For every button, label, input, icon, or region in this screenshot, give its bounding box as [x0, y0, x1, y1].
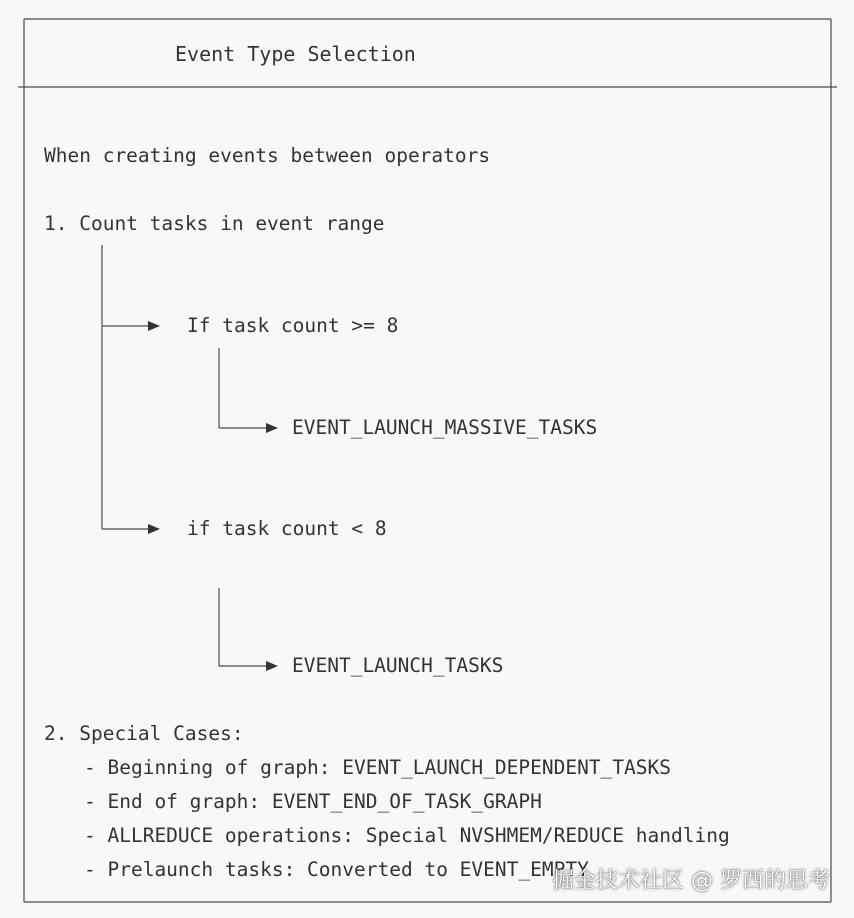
special-case-item: - ALLREDUCE operations: Special NVSHMEM/REDUCE handling	[84, 824, 730, 847]
normal-result-arrowhead	[266, 661, 278, 671]
special-case-item: - Prelaunch tasks: Converted to EVENT_EMPTY	[84, 858, 589, 881]
branch-normal-result: EVENT_LAUNCH_TASKS	[292, 654, 504, 677]
branch-massive-result: EVENT_LAUNCH_MASSIVE_TASKS	[292, 416, 598, 439]
step2-label: 2. Special Cases:	[44, 722, 244, 745]
branch-massive-condition: If task count >= 8	[187, 314, 399, 337]
watermark: 掘金技术社区 @ 罗西的思考	[552, 868, 830, 894]
massive-result-arrowhead	[266, 423, 278, 433]
branch-normal-arrowhead	[148, 524, 160, 534]
branch-normal-condition: if task count < 8	[187, 517, 387, 540]
branch-massive-arrowhead	[148, 321, 160, 331]
special-case-item: - Beginning of graph: EVENT_LAUNCH_DEPENDENT_TASKS	[84, 756, 671, 779]
step1-label: 1. Count tasks in event range	[44, 212, 385, 235]
special-case-item: - End of graph: EVENT_END_OF_TASK_GRAPH	[84, 790, 542, 813]
diagram-title: Event Type Selection	[175, 42, 416, 66]
intro-text: When creating events between operators	[44, 144, 491, 167]
